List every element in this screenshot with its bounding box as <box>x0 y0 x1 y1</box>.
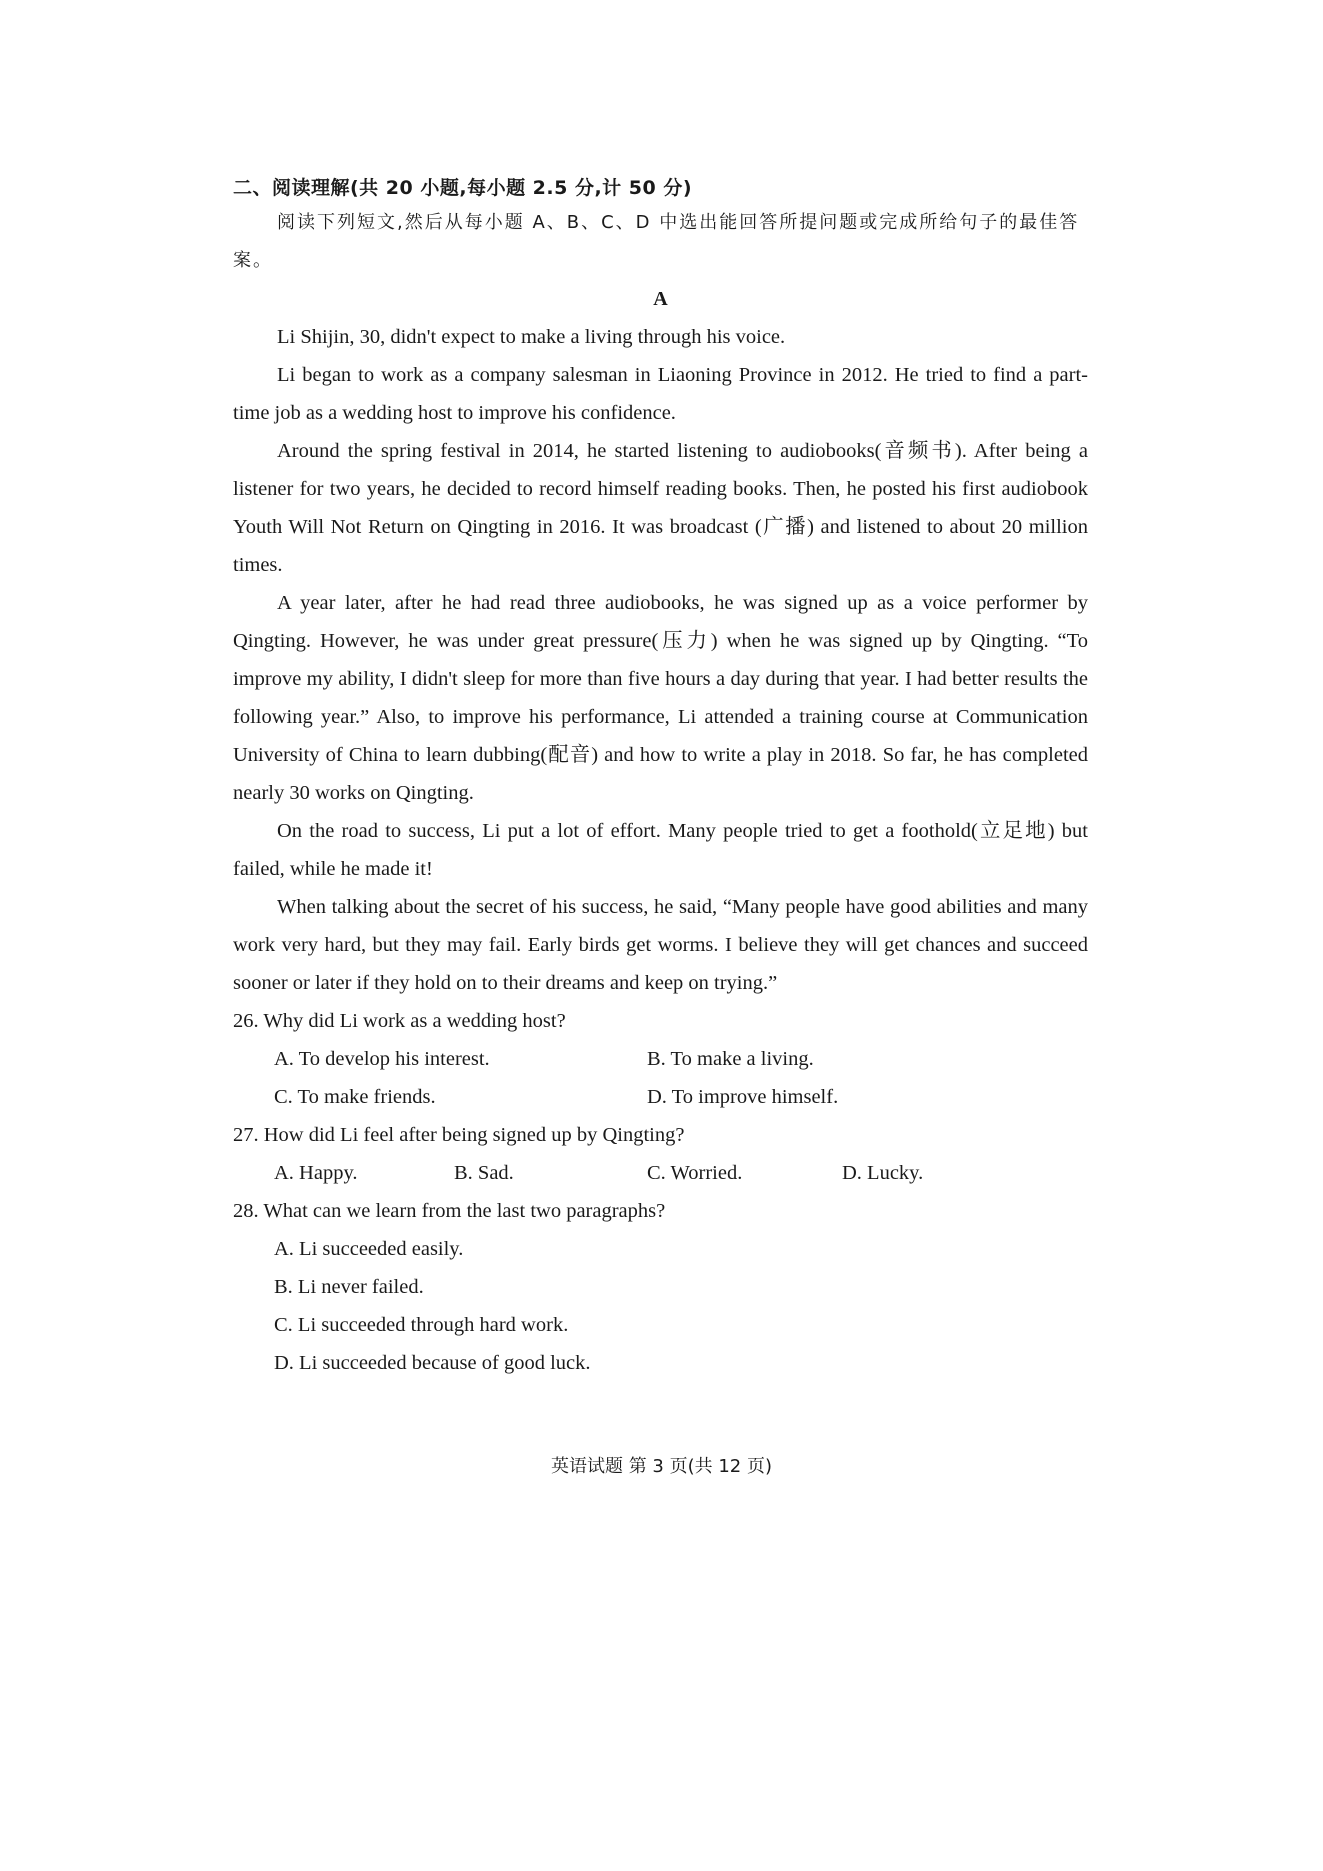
option-b: B. Li never failed. <box>274 1276 424 1298</box>
question-28 <box>233 1192 1088 1382</box>
option-b: B. Sad. <box>454 1162 514 1184</box>
section-title: 二、阅读理解(共 20 小题,每小题 2.5 分,计 50 分) <box>233 177 693 199</box>
options-row <box>233 1154 1088 1192</box>
passage-paragraph: Li began to work as a company salesman in Liaoning Province in 2012. He tried to find a part-time job as a wedding host to improve his confidence. <box>233 364 1088 424</box>
passage-paragraph: On the road to success, Li put a lot of effort. Many people tried to get a foothold(立足地) but failed, while he made it! <box>233 820 1088 880</box>
question-stem: 28. What can we learn from the last two paragraphs? <box>233 1200 666 1222</box>
passage-paragraph: Li Shijin, 30, didn't expect to make a living through his voice. <box>277 326 786 348</box>
passage-paragraph: A year later, after he had read three audiobooks, he was signed up as a voice performer by Qingting. However, he was under great pressure(压力) when he was signed up by Qingting. “To improve my ability, I didn't sleep for more than five hours a day during that year. I had better results the following year.” Also, to improve his performance, Li attended a training course at Communication University of China to learn dubbing(配音) and how to write a play in 2018. So far, he has completed nearly 30 works on Qingting. <box>233 592 1088 804</box>
section-instructions: 阅读下列短文,然后从每小题 A、B、C、D 中选出能回答所提问题或完成所给句子的最佳答案。 <box>233 212 1080 271</box>
option-d: D. To improve himself. <box>647 1086 839 1108</box>
option-a: A. Happy. <box>274 1162 358 1184</box>
option-c: C. To make friends. <box>274 1086 436 1108</box>
page-footer: 英语试题 第 3 页(共 12 页) <box>550 1456 772 1477</box>
option-b: B. To make a living. <box>647 1048 814 1070</box>
question-stem: 26. Why did Li work as a wedding host? <box>233 1010 566 1032</box>
passage-paragraph: Around the spring festival in 2014, he started listening to audiobooks(音频书). After being a listener for two years, he decided to record himself reading books. Then, he posted his first audiobook Youth Will Not Return on Qingting in 2016. It was broadcast (广播) and listened to about 20 million times. <box>233 440 1088 576</box>
options-row <box>233 1040 1088 1078</box>
option-d: D. Li succeeded because of good luck. <box>274 1352 591 1374</box>
option-a: A. Li succeeded easily. <box>274 1238 464 1260</box>
option-d: D. Lucky. <box>842 1162 924 1184</box>
passage-label: A <box>653 288 668 310</box>
page-content <box>233 172 1088 1382</box>
options-row <box>233 1078 1088 1116</box>
question-stem: 27. How did Li feel after being signed up by Qingting? <box>233 1124 685 1146</box>
question-26 <box>233 1002 1088 1116</box>
question-27 <box>233 1116 1088 1192</box>
option-c: C. Li succeeded through hard work. <box>274 1314 569 1336</box>
option-a: A. To develop his interest. <box>274 1048 490 1070</box>
option-c: C. Worried. <box>647 1162 743 1184</box>
passage-paragraph: When talking about the secret of his success, he said, “Many people have good abilities and many work very hard, but they may fail. Early birds get worms. I believe they will get chances and succeed sooner or later if they hold on to their dreams and keep on trying.” <box>233 896 1088 994</box>
